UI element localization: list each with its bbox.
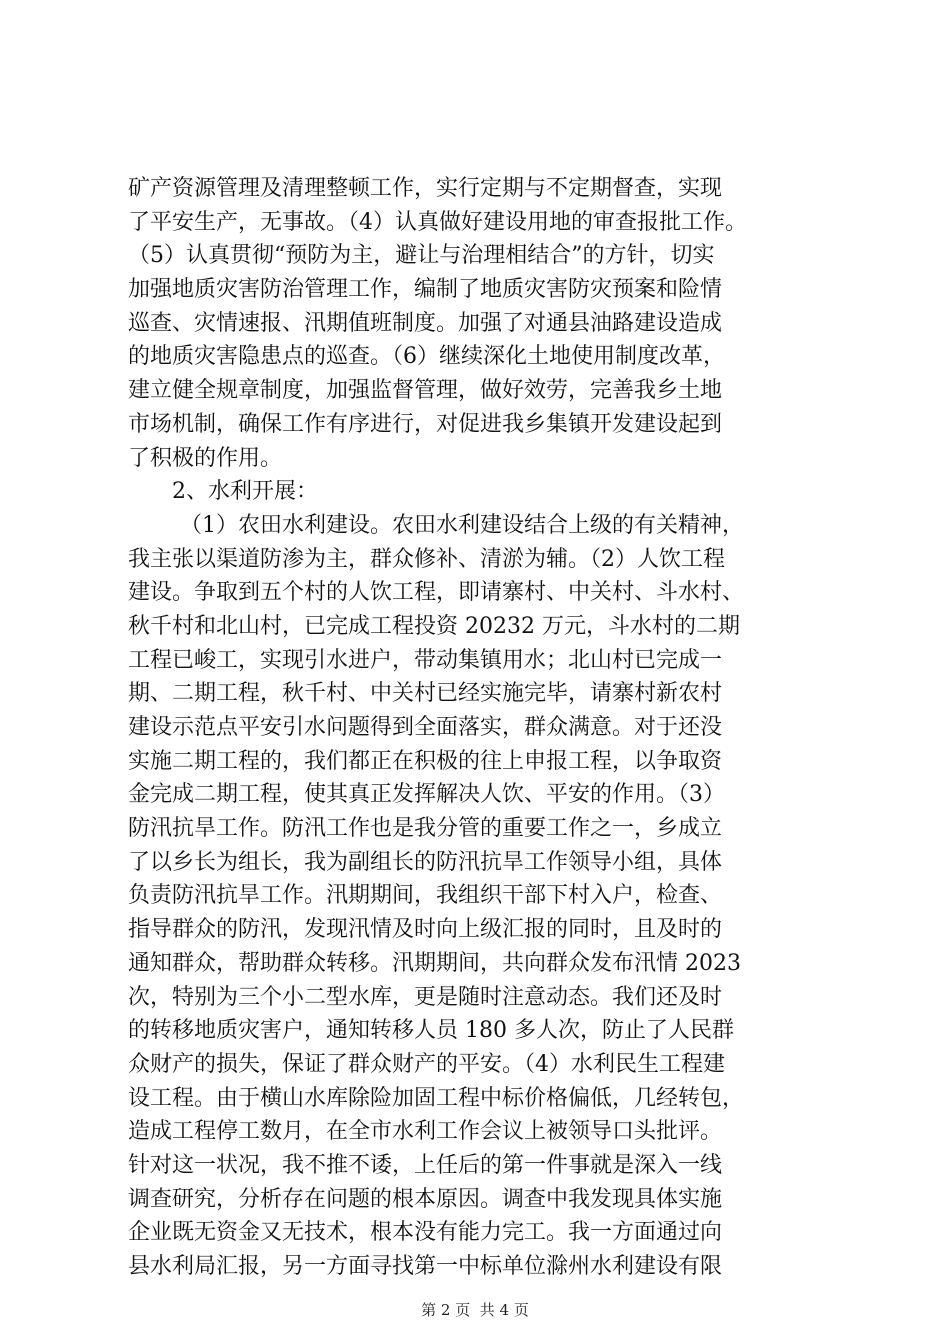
- text-line: 金完成二期工程，使其真正发挥解决人饮、平安的作用。（3）: [128, 782, 725, 808]
- page-number: 第 2 页 共 4 页: [421, 1301, 529, 1319]
- document-body: [128, 172, 828, 1284]
- text-line: 实施二期工程的，我们都正在积极的往上申报工程，以争取资: [128, 748, 723, 774]
- text-line: 负责防汛抗旱工作。汛期期间，我组织干部下村入户，检查、: [128, 883, 723, 909]
- text-line: 的地质灾害隐患点的巡查。（6）继续深化土地使用制度改革，: [128, 344, 725, 370]
- text-line: 了积极的作用。: [128, 445, 283, 471]
- text-line: （1）农田水利建设。农田水利建设结合上级的有关精神，: [180, 512, 744, 538]
- page-footer: [0, 1300, 950, 1320]
- text-line: 造成工程停工数月，在全市水利工作会议上被领导口头批评。: [128, 1119, 723, 1145]
- text-line: （5）认真贯彻“预防为主，避让与治理相结合”的方针，切实: [128, 243, 715, 269]
- text-line: 的转移地质灾害户，通知转移人员 180 多人次，防止了人民群: [128, 1018, 734, 1044]
- text-line: 众财产的损失，保证了群众财产的平安。（4）水利民生工程建: [128, 1051, 725, 1077]
- text-line: 市场机制，确保工作有序进行，对促进我乡集镇开发建设起到: [128, 411, 723, 437]
- text-line: 我主张以渠道防渗为主，群众修补、清淤为辅。（2）人饮工程: [128, 546, 725, 572]
- text-line: 建设。争取到五个村的人饮工程，即请寨村、中关村、斗水村、: [128, 580, 745, 606]
- section-heading: 2、水利开展：: [172, 479, 318, 505]
- text-line: 建立健全规章制度，加强监督管理，做好效劳，完善我乡土地: [128, 378, 723, 404]
- text-line: 防汛抗旱工作。防汛工作也是我分管的重要工作之一，乡成立: [128, 816, 723, 842]
- text-line: 针对这一状况，我不推不诿，上任后的第一件事就是深入一线: [128, 1152, 723, 1178]
- text-line: 加强地质灾害防治管理工作，编制了地质灾害防灾预案和险情: [128, 277, 723, 303]
- text-line: 建设示范点平安引水问题得到全面落实，群众满意。对于还没: [128, 715, 723, 740]
- text-line: 县水利局汇报，另一方面寻找第一中标单位滁州水利建设有限: [128, 1254, 723, 1279]
- text-line: 了以乡长为组长，我为副组长的防汛抗旱工作领导小组，具体: [128, 849, 723, 875]
- text-line: 通知群众，帮助群众转移。汛期期间，共向群众发布汛情 2023: [128, 950, 741, 976]
- text-line: 设工程。由于横山水库除险加固工程中标价格偏低，几经转包，: [128, 1085, 745, 1111]
- text-line: 调查研究，分析存在问题的根本原因。调查中我发现具体实施: [128, 1186, 723, 1212]
- text-line: 企业既无资金又无技术，根本没有能力完工。我一方面通过向: [128, 1220, 723, 1246]
- text-line: 指导群众的防汛，发现汛情及时向上级汇报的同时，且及时的: [128, 917, 723, 943]
- text-line: 矿产资源管理及清理整顿工作，实行定期与不定期督查，实现: [128, 176, 723, 201]
- text-line: 秋千村和北山村，已完成工程投资 20232 万元，斗水村的二期: [128, 613, 740, 639]
- text-line: 巡查、灾情速报、汛期值班制度。加强了对通县油路建设造成: [128, 310, 723, 336]
- text-line: 工程已峻工，实现引水进户，带动集镇用水；北山村已完成一: [128, 647, 723, 673]
- text-line: 了平安生产，无事故。（4）认真做好建设用地的审查报批工作。: [128, 209, 747, 235]
- text-line: 次，特别为三个小二型水库，更是随时注意动态。我们还及时: [128, 984, 723, 1010]
- text-line: 期、二期工程，秋千村、中关村已经实施完毕，请寨村新农村: [128, 681, 723, 707]
